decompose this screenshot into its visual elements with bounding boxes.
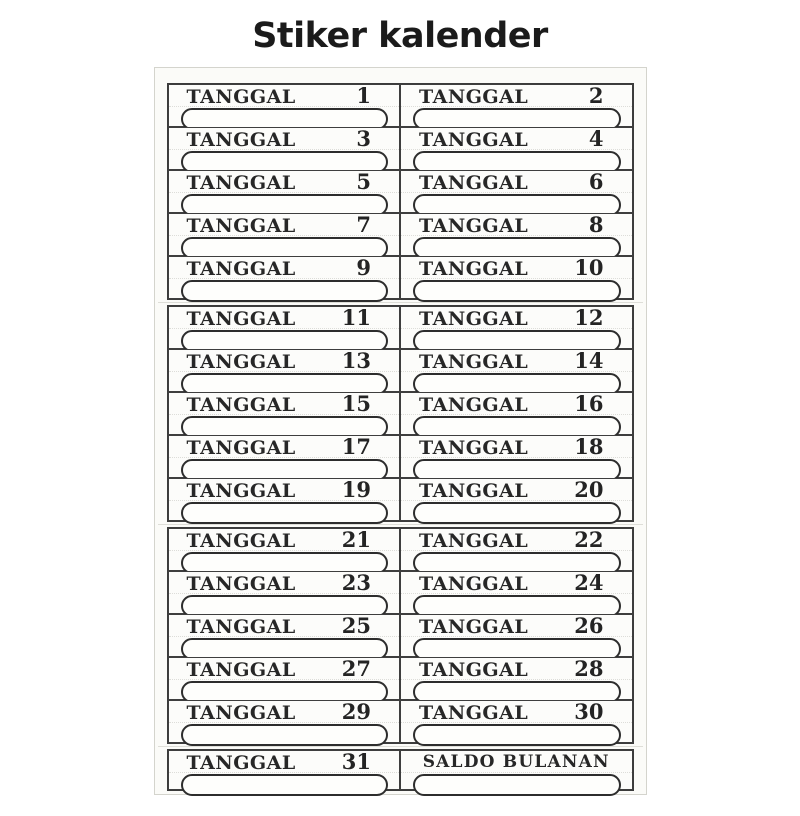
sticker-header xyxy=(401,212,632,237)
sticker-header xyxy=(401,570,632,595)
sticker-cell xyxy=(168,306,401,349)
tanggal-label: TANGGAL xyxy=(419,659,529,681)
sticker-cell xyxy=(400,256,633,299)
date-number: 4 xyxy=(588,126,604,151)
sticker-cell xyxy=(400,127,633,170)
tanggal-label: TANGGAL xyxy=(186,573,296,595)
tanggal-label: TANGGAL xyxy=(419,308,529,330)
tanggal-label: TANGGAL xyxy=(419,480,529,502)
tanggal-label: TANGGAL xyxy=(186,616,296,638)
date-number: 8 xyxy=(588,212,604,237)
sticker-cell xyxy=(168,750,401,790)
date-number: 16 xyxy=(574,391,604,416)
sticker-header xyxy=(401,699,632,724)
date-number: 10 xyxy=(574,255,604,280)
date-number: 20 xyxy=(574,477,604,502)
sticker-header xyxy=(401,434,632,459)
sticker-cell xyxy=(400,170,633,213)
sticker-strip xyxy=(167,305,634,522)
sticker-header xyxy=(401,527,632,552)
date-number: 5 xyxy=(356,169,371,194)
sticker-cell xyxy=(168,84,401,127)
sticker-strip xyxy=(167,749,634,791)
tanggal-label: TANGGAL xyxy=(186,659,296,681)
sticker-cell xyxy=(168,657,401,700)
date-number: 6 xyxy=(588,169,604,194)
sticker-header xyxy=(169,749,400,774)
date-number: 30 xyxy=(574,699,604,724)
sticker-header xyxy=(169,613,400,638)
date-number: 18 xyxy=(574,434,604,459)
date-number: 7 xyxy=(356,212,371,237)
date-number: 3 xyxy=(356,126,371,151)
sticker-header xyxy=(169,391,400,416)
date-number: 15 xyxy=(341,391,371,416)
tanggal-label: TANGGAL xyxy=(186,172,296,194)
sticker-header xyxy=(169,570,400,595)
sticker-header xyxy=(169,434,400,459)
write-in-field xyxy=(413,280,621,302)
tanggal-label: TANGGAL xyxy=(419,530,529,552)
sticker-cell xyxy=(400,392,633,435)
tanggal-label: TANGGAL xyxy=(419,616,529,638)
sticker-cell xyxy=(168,614,401,657)
sticker-header xyxy=(169,699,400,724)
sticker-cell xyxy=(168,349,401,392)
tanggal-label: TANGGAL xyxy=(419,394,529,416)
date-number: 13 xyxy=(341,348,371,373)
sticker-cell xyxy=(400,349,633,392)
tanggal-label: TANGGAL xyxy=(186,258,296,280)
sticker-header xyxy=(169,527,400,552)
sticker-header xyxy=(169,477,400,502)
strip-seam xyxy=(158,744,643,749)
sticker-cell xyxy=(168,478,401,521)
tanggal-label: TANGGAL xyxy=(186,702,296,724)
write-in-field xyxy=(413,502,621,524)
sticker-cell xyxy=(168,127,401,170)
sticker-header xyxy=(169,348,400,373)
date-number: 11 xyxy=(341,305,371,330)
tanggal-label: TANGGAL xyxy=(419,215,529,237)
tanggal-label: TANGGAL xyxy=(186,351,296,373)
sticker-cell xyxy=(400,84,633,127)
sticker-cell xyxy=(168,435,401,478)
date-number: 29 xyxy=(341,699,371,724)
tanggal-label: TANGGAL xyxy=(419,351,529,373)
tanggal-label: TANGGAL xyxy=(186,480,296,502)
saldo-label: SALDO BULANAN xyxy=(422,752,610,772)
sticker-header xyxy=(401,126,632,151)
sticker-cell xyxy=(400,614,633,657)
sticker-header xyxy=(401,83,632,108)
sticker-cell xyxy=(168,213,401,256)
sticker-cell xyxy=(168,700,401,743)
tanggal-label: TANGGAL xyxy=(186,86,296,108)
sticker-header xyxy=(401,169,632,194)
date-number: 1 xyxy=(356,83,371,108)
sticker-header xyxy=(401,752,632,773)
tanggal-label: TANGGAL xyxy=(186,394,296,416)
saldo-cell xyxy=(400,750,633,790)
sticker-header xyxy=(169,305,400,330)
sticker-cell xyxy=(168,392,401,435)
tanggal-label: TANGGAL xyxy=(419,86,529,108)
date-number: 31 xyxy=(341,749,371,774)
page-title: Stiker kalender xyxy=(252,16,548,56)
tanggal-label: TANGGAL xyxy=(186,215,296,237)
sticker-cell xyxy=(400,478,633,521)
tanggal-label: TANGGAL xyxy=(419,437,529,459)
date-number: 17 xyxy=(341,434,371,459)
strip-seam xyxy=(158,522,643,527)
sticker-cell xyxy=(168,571,401,614)
sticker-header xyxy=(401,305,632,330)
tanggal-label: TANGGAL xyxy=(419,573,529,595)
sticker-cell xyxy=(400,571,633,614)
sticker-header xyxy=(401,255,632,280)
sticker-cell xyxy=(400,528,633,571)
sticker-cell xyxy=(400,700,633,743)
sticker-cell xyxy=(168,170,401,213)
sticker-header xyxy=(401,613,632,638)
date-number: 9 xyxy=(356,255,371,280)
write-in-field xyxy=(181,280,389,302)
sticker-header xyxy=(169,83,400,108)
date-number: 26 xyxy=(574,613,604,638)
sticker-cell xyxy=(168,528,401,571)
tanggal-label: TANGGAL xyxy=(186,752,296,774)
date-number: 12 xyxy=(574,305,604,330)
tanggal-label: TANGGAL xyxy=(419,129,529,151)
date-number: 23 xyxy=(341,570,371,595)
write-in-field xyxy=(181,774,389,796)
sticker-header xyxy=(169,169,400,194)
sticker-strip xyxy=(167,83,634,300)
date-number: 27 xyxy=(341,656,371,681)
tanggal-label: TANGGAL xyxy=(186,437,296,459)
date-number: 19 xyxy=(341,477,371,502)
sticker-header xyxy=(401,656,632,681)
write-in-field xyxy=(413,724,621,746)
write-in-field xyxy=(413,774,621,796)
sticker-header xyxy=(401,391,632,416)
date-number: 2 xyxy=(588,83,604,108)
tanggal-label: TANGGAL xyxy=(186,308,296,330)
date-number: 22 xyxy=(574,527,604,552)
sticker-cell xyxy=(168,256,401,299)
sticker-sheet xyxy=(154,67,647,795)
date-number: 14 xyxy=(574,348,604,373)
sticker-cell xyxy=(400,657,633,700)
strip-seam xyxy=(158,300,643,305)
tanggal-label: TANGGAL xyxy=(419,702,529,724)
sticker-cell xyxy=(400,213,633,256)
sticker-header xyxy=(169,656,400,681)
sticker-header xyxy=(169,212,400,237)
date-number: 25 xyxy=(341,613,371,638)
sticker-strip xyxy=(167,527,634,744)
sticker-header xyxy=(401,348,632,373)
tanggal-label: TANGGAL xyxy=(186,129,296,151)
date-number: 28 xyxy=(574,656,604,681)
write-in-field xyxy=(181,724,389,746)
write-in-field xyxy=(181,502,389,524)
sticker-header xyxy=(401,477,632,502)
date-number: 21 xyxy=(341,527,371,552)
sticker-header xyxy=(169,126,400,151)
date-number: 24 xyxy=(574,570,604,595)
tanggal-label: TANGGAL xyxy=(419,172,529,194)
sticker-header xyxy=(169,255,400,280)
tanggal-label: TANGGAL xyxy=(186,530,296,552)
sticker-cell xyxy=(400,306,633,349)
sticker-cell xyxy=(400,435,633,478)
tanggal-label: TANGGAL xyxy=(419,258,529,280)
